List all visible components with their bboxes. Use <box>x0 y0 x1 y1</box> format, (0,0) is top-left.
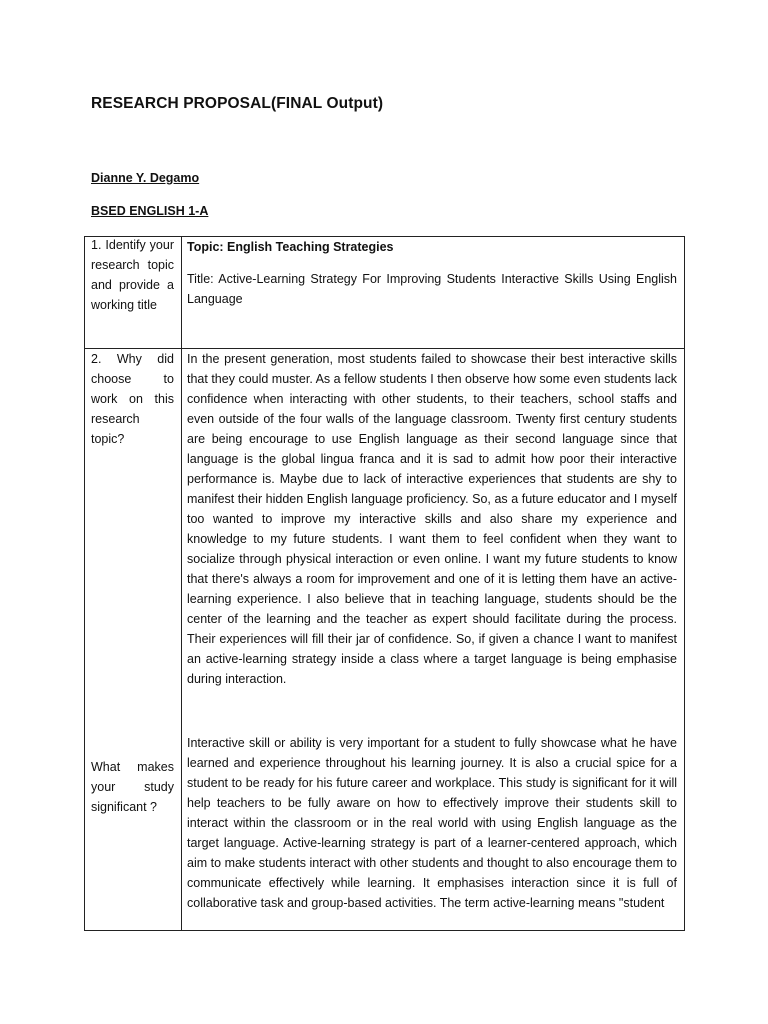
working-title: Title: Active-Learning Strategy For Improving Students Interactive Skills Using English Language <box>187 272 677 306</box>
question-1: 1. Identify your research topic and provide a working title <box>91 238 174 312</box>
author-name: Dianne Y. Degamo <box>91 171 200 185</box>
table-column-divider <box>181 237 182 930</box>
class-section: BSED ENGLISH 1-A <box>91 204 209 218</box>
question-3: What makes your study significant ? <box>91 760 174 814</box>
question-2: 2. Why did choose to work on this research topic? <box>91 352 174 446</box>
answer-2: In the present generation, most students failed to showcase their best interactive skills that they could muster. As a fellow students I then observe how some even students lack confidence when interacting with other students, to their teachers, school staffs and even outside of the four walls of the language classroom. Twenty first century students are being encourage to use English language as their second language since that language is the global lingua franca and it is sad to admit how poor their interactive performance is. Maybe due to lack of interactive experiences that students are shy to manifest their hidden English language proficiency. So, as a future educator and I myself too wanted to improve my interactive skills and also share my experience and knowledge to my future students. I want them to feel confident when they want to socialize through physical interaction or even online. I want my future students to know that there's always a room for improvement and one of it is letting them have an active-learning experience. I also believe that in teaching language, students should be the center of the learning and the teacher as expert should facilitate during the process. Their experiences will fill their jar of confidence. So, if given a chance I want to manifest an active-learning strategy inside a class where a target language is being emphasise during interaction. <box>187 352 677 686</box>
research-topic: Topic: English Teaching Strategies <box>187 240 394 254</box>
proposal-table <box>84 236 685 931</box>
document-title: RESEARCH PROPOSAL(FINAL Output) <box>91 95 384 112</box>
answer-3: Interactive skill or ability is very important for a student to fully showcase what he have learned and experience throughout his learning journey. It is also a crucial spice for a student to be ready for his future career and workplace. This study is significant for it will help teachers to be fully aware on how to effectively improve their students skill to interact within the classroom or in the real world with using English language as the target language. Active-learning strategy is part of a learner-centered approach, which aim to make students interact with other students and thought to also encourage them to communicate effectively while learning. It emphasises interaction since it is full of collaborative task and group-based activities. The term active-learning means "student <box>187 736 677 910</box>
